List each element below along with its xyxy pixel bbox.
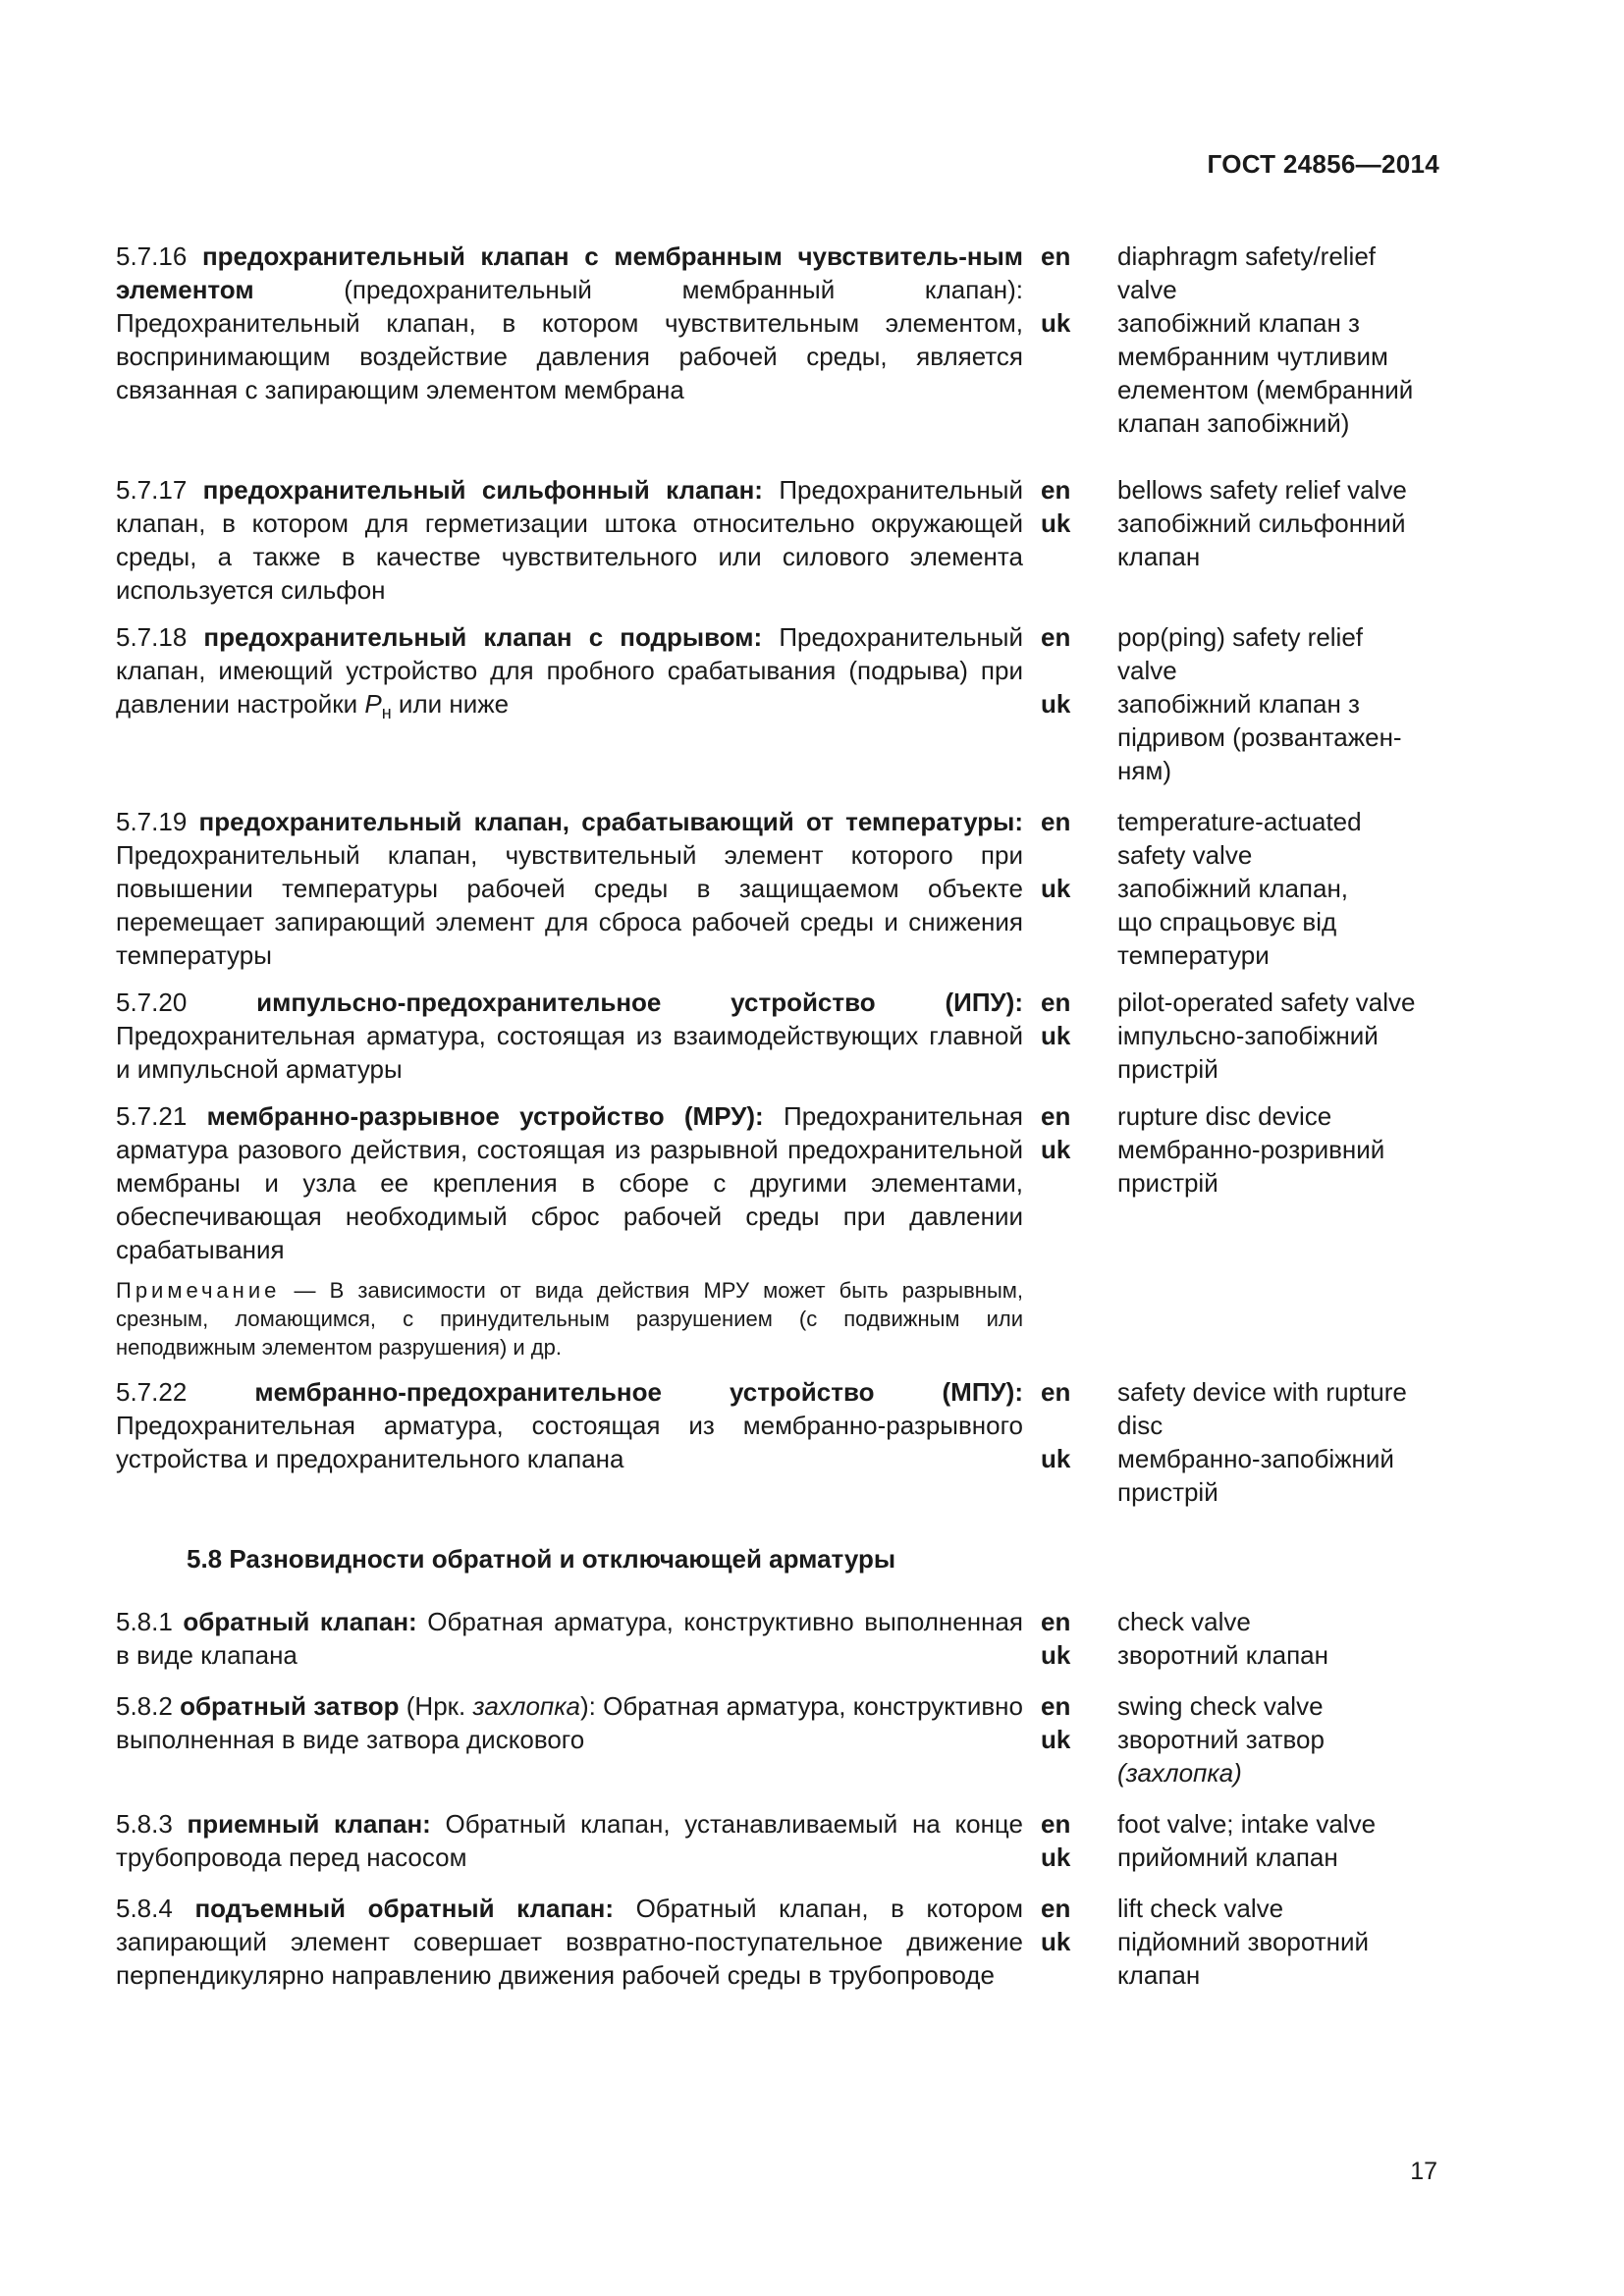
lang-codes xyxy=(1041,1689,1100,1789)
lang-code-uk: uk xyxy=(1041,1021,1071,1050)
terms-content xyxy=(116,240,1441,1992)
term-name: подъемный обратный клапан: xyxy=(194,1894,614,1923)
translations xyxy=(1117,240,1451,440)
term-text: Предохранительная арматура, состоящая из мембранно-разрывного устройства и предохранительного клапана xyxy=(116,1411,1023,1473)
term-italic: захлопка xyxy=(472,1691,580,1721)
lang-code-en: en xyxy=(1041,1377,1071,1407)
lang-codes xyxy=(1041,805,1100,972)
term-text: Предохранительный клапан, в котором для герметизации штока относительно окружающей среды, а также в качестве чувствительного или силового элемента используется сильфон xyxy=(116,475,1024,605)
term-text: ): Обратная арматура, конструктивно выполненная в виде затвора дискового xyxy=(116,1691,1023,1754)
term-text: 5.8.4 xyxy=(116,1894,195,1923)
term-entry xyxy=(116,1605,1441,1672)
translation-en: swing check valve xyxy=(1117,1691,1324,1721)
translation-en: foot valve; intake valve xyxy=(1117,1809,1377,1839)
lang-code-uk: uk xyxy=(1041,1135,1071,1164)
translations xyxy=(1117,1807,1451,1874)
term-text: 5.7.18 xyxy=(116,622,204,652)
term-text: 5.7.17 xyxy=(116,475,203,505)
lang-code-uk: uk xyxy=(1041,508,1071,538)
term-entry xyxy=(116,1375,1441,1509)
term-text: 5.7.16 xyxy=(116,241,202,271)
translation-uk: імпульсно-запобіжний пристрій xyxy=(1117,1021,1379,1084)
term-entry xyxy=(116,1807,1441,1874)
term-text: (Нрк. xyxy=(399,1691,473,1721)
translation-en: temperature-actuated safety valve xyxy=(1117,807,1362,870)
translations xyxy=(1117,1375,1451,1509)
term-entry xyxy=(116,1892,1441,1992)
term-text: 5.7.22 xyxy=(116,1377,255,1407)
term-entry xyxy=(116,620,1441,787)
term-name: обратный клапан: xyxy=(183,1607,417,1636)
lang-code-en: en xyxy=(1041,475,1071,505)
term-text: 5.8.3 xyxy=(116,1809,188,1839)
translation-uk: зворотний затвор (захлопка) xyxy=(1117,1725,1325,1788)
translation-en: pilot-operated safety valve xyxy=(1117,988,1416,1017)
lang-code-uk: uk xyxy=(1041,1444,1071,1473)
term-entry xyxy=(116,986,1441,1086)
term-name: приемный клапан: xyxy=(187,1809,431,1839)
document-header: ГОСТ 24856—2014 xyxy=(1207,149,1439,179)
term-text: Предохранительный клапан, чувствительный элемент которого при повышении температуры рабочей среды в защищаемом объекте перемещает запирающий элемент для сброса рабочей среды и снижения температуры xyxy=(116,840,1023,970)
term-definition xyxy=(116,986,1023,1086)
term-note xyxy=(116,1276,1023,1362)
translation-uk: підйомний зворотний клапан xyxy=(1117,1927,1370,1990)
lang-code-en: en xyxy=(1041,1691,1071,1721)
term-name: мембранно-предохранительное устройство (МПУ): xyxy=(254,1377,1024,1407)
lang-code-en: en xyxy=(1041,1607,1071,1636)
lang-codes xyxy=(1041,1375,1100,1509)
note-text: — В зависимости от вида действия МРУ может быть разрывным, срезным, ломающимся, с принудительным разрушением (с подвижным или неподвижным элементом разрушения) и др. xyxy=(116,1278,1023,1360)
term-definition xyxy=(116,1892,1023,1992)
term-entry xyxy=(116,473,1441,607)
lang-code-uk: uk xyxy=(1041,689,1071,719)
translations xyxy=(1117,1605,1451,1672)
lang-code-uk: uk xyxy=(1041,874,1071,903)
term-text: Предохранительный клапан, имеющий устройство для пробного срабатывания (подрыва) при давлении настройки xyxy=(116,622,1024,719)
translation-en: check valve xyxy=(1117,1607,1251,1636)
term-text: или ниже xyxy=(391,689,510,719)
term-definition xyxy=(116,1807,1023,1874)
lang-codes xyxy=(1041,986,1100,1086)
term-text: Предохранительная арматура разового действия, состоящая из разрывной предохранительной мембраны и узла ее крепления в сборе с другими элементами, обеспечивающая необходимый сброс рабочей среды при давлении срабатывания xyxy=(116,1101,1024,1264)
lang-codes xyxy=(1041,1099,1100,1362)
term-entry xyxy=(116,805,1441,972)
term-name: предохранительный клапан с подрывом: xyxy=(203,622,763,652)
lang-code-uk: uk xyxy=(1041,1927,1071,1956)
term-definition xyxy=(116,240,1023,440)
lang-code-en: en xyxy=(1041,807,1071,836)
term-name: предохранительный клапан, срабатывающий от температуры: xyxy=(198,807,1024,836)
translation-en: safety device with rupture disc xyxy=(1117,1377,1407,1440)
lang-codes xyxy=(1041,620,1100,787)
lang-codes xyxy=(1041,1892,1100,1992)
translation-en: bellows safety relief valve xyxy=(1117,475,1407,505)
lang-codes xyxy=(1041,473,1100,607)
term-name: обратный затвор xyxy=(180,1691,400,1721)
translation-uk: зворотний клапан xyxy=(1117,1640,1328,1670)
translation-uk: запобіжний клапан з мембранним чутливим елементом (мембранний клапан запобіжний) xyxy=(1117,308,1414,438)
translation-uk: запобіжний клапан з підривом (розвантажен- ням) xyxy=(1117,689,1402,785)
lang-code-uk: uk xyxy=(1041,1842,1071,1872)
term-entry xyxy=(116,1099,1441,1362)
lang-code-uk: uk xyxy=(1041,1640,1071,1670)
term-definition xyxy=(116,1099,1023,1266)
term-definition xyxy=(116,1605,1023,1672)
term-text: Предохранительная арматура, состоящая из взаимодействующих главной и импульсной арматуры xyxy=(116,1021,1023,1084)
term-text: (предохранительный мембранный клапан): Предохранительный клапан, в котором чувствительным элементом, воспринимающим воздействие давления рабочей среды, является связанная с запирающим элементом мембрана xyxy=(116,275,1023,404)
translation-uk: мембранно-розривний пристрій xyxy=(1117,1135,1385,1198)
term-text: Обратный клапан, устанавливаемый на конце трубопровода перед насосом xyxy=(116,1809,1023,1872)
translation-uk: прийомний клапан xyxy=(1117,1842,1338,1872)
lang-code-en: en xyxy=(1041,1101,1071,1131)
term-text: 5.7.20 xyxy=(116,988,257,1017)
lang-code-en: en xyxy=(1041,988,1071,1017)
translation-uk: мембранно-запобіжний пристрій xyxy=(1117,1444,1394,1507)
term-name: импульсно-предохранительное устройство (ИПУ): xyxy=(256,988,1023,1017)
translations xyxy=(1117,1689,1451,1789)
translations xyxy=(1117,473,1451,607)
term-name: предохранительный клапан с мембранным чувствитель-ным элементом xyxy=(116,241,1024,304)
term-entry xyxy=(116,1689,1441,1789)
term-text: 5.7.21 xyxy=(116,1101,207,1131)
translations xyxy=(1117,620,1451,787)
lang-code-en: en xyxy=(1041,622,1071,652)
term-text: Обратная арматура, конструктивно выполненная в виде клапана xyxy=(116,1607,1023,1670)
term-subscript: н xyxy=(381,703,392,722)
lang-code-en: en xyxy=(1041,241,1071,271)
term-name: мембранно-разрывное устройство (МРУ): xyxy=(206,1101,764,1131)
lang-code-en: en xyxy=(1041,1809,1071,1839)
translations xyxy=(1117,986,1451,1086)
translation-uk: запобіжний сильфонний клапан xyxy=(1117,508,1406,571)
term-definition-with-note xyxy=(116,1099,1023,1362)
term-definition xyxy=(116,1375,1023,1509)
lang-code-uk: uk xyxy=(1041,308,1071,338)
term-text: 5.8.1 xyxy=(116,1607,184,1636)
term-definition xyxy=(116,1689,1023,1789)
translation-en: diaphragm safety/relief valve xyxy=(1117,241,1377,304)
term-entry xyxy=(116,240,1441,440)
term-text: 5.7.19 xyxy=(116,807,199,836)
term-definition xyxy=(116,620,1023,787)
term-text: Обратный клапан, в котором запирающий элемент совершает возвратно-поступательное движение перпендикулярно направлению движения рабочей среды в трубопроводе xyxy=(116,1894,1023,1990)
lang-code-uk: uk xyxy=(1041,1725,1071,1754)
translation-uk: запобіжний клапан, що спрацьовує від температури xyxy=(1117,874,1349,970)
section-heading: 5.8 Разновидности обратной и отключающей арматуры xyxy=(187,1544,896,1574)
translations xyxy=(1117,805,1451,972)
term-text: 5.8.2 xyxy=(116,1691,181,1721)
term-definition xyxy=(116,473,1023,607)
term-name: предохранительный сильфонный клапан: xyxy=(202,475,763,505)
translations xyxy=(1117,1099,1451,1362)
lang-codes xyxy=(1041,1807,1100,1874)
page-number: 17 xyxy=(1410,2158,1437,2185)
lang-codes xyxy=(1041,1605,1100,1672)
lang-code-en: en xyxy=(1041,1894,1071,1923)
term-definition xyxy=(116,805,1023,972)
translation-en: rupture disc device xyxy=(1117,1101,1332,1131)
lang-codes xyxy=(1041,240,1100,440)
note-label: Примечание xyxy=(116,1278,281,1303)
translation-en: pop(ping) safety relief valve xyxy=(1117,622,1364,685)
translations xyxy=(1117,1892,1451,1992)
translation-en: lift check valve xyxy=(1117,1894,1284,1923)
term-italic: P xyxy=(364,689,382,719)
